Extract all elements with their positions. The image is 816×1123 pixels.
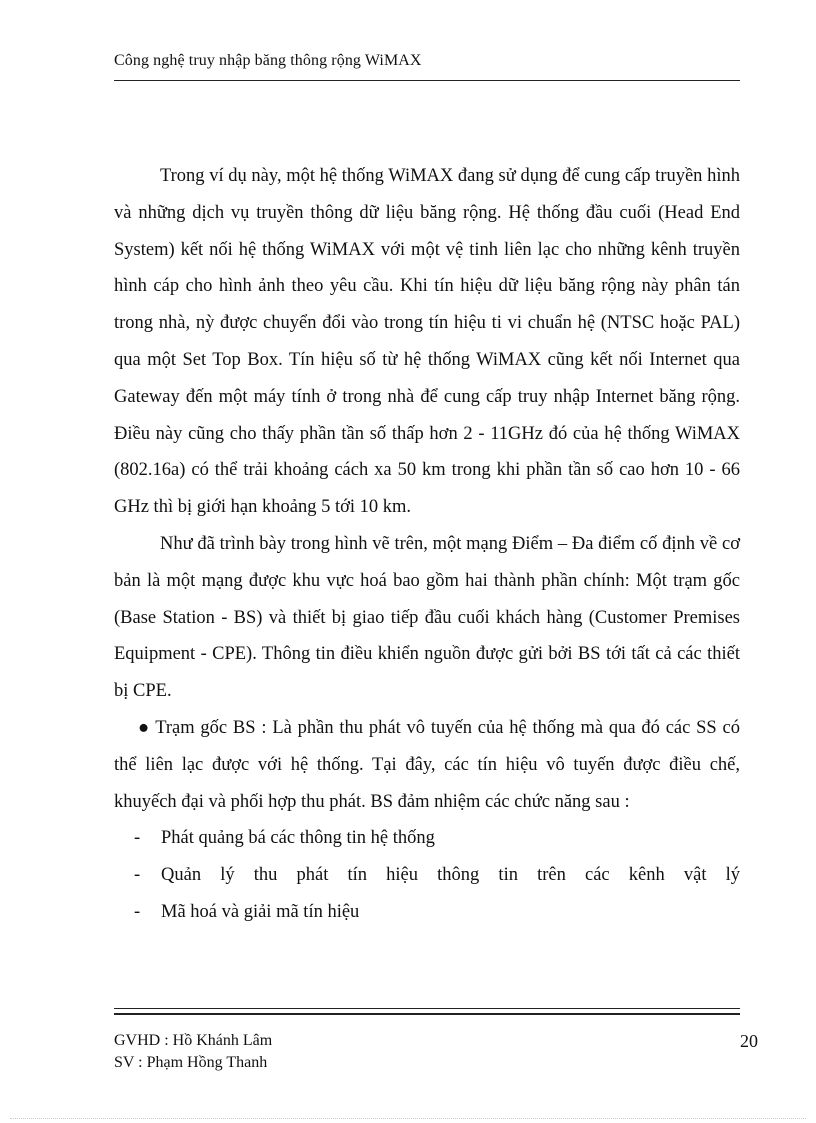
page-bottom-dotted-edge (10, 1118, 806, 1119)
running-header-title: Công nghệ truy nhập băng thông rộng WiMAX (114, 52, 422, 69)
list-item (114, 820, 740, 857)
footer-rule-thick (114, 1013, 740, 1015)
header-rule (114, 80, 740, 81)
body-text (114, 158, 740, 931)
dash-marker: - (134, 828, 141, 849)
dash-marker: - (134, 901, 141, 922)
list-item-text: Phát quảng bá các thông tin hệ thống (161, 828, 435, 849)
bullet-base-station-text: Trạm gốc BS : Là phần thu phát vô tuyến của hệ thống mà qua đó các SS có thể liên lạc được với hệ thống. Tại đây, các tín hiệu vô tuyến được điều chế, khuyếch đại và phối hợp thu phát. BS đảm nhiệm các chức năng sau : (114, 717, 740, 812)
bullet-dot-icon: ● (138, 717, 150, 738)
paragraph-point-multipoint: Như đã trình bày trong hình vẽ trên, một mạng Điểm – Đa điểm cố định về cơ bản là một mạng được khu vực hoá bao gồm hai thành phần chính: Một trạm gốc (Base Station - BS) và thiết bị giao tiếp đầu cuối khách hàng (Customer Premises Equipment - CPE). Thông tin điều khiển nguồn được gửi bởi BS tới tất cả các thiết bị CPE. (114, 533, 740, 702)
list-item-text: Mã hoá và giải mã tín hiệu (161, 901, 360, 922)
paragraph-wimax-example: Trong ví dụ này, một hệ thống WiMAX đang sử dụng để cung cấp truyền hình và những dịch vụ truyền thông dữ liệu băng rộng. Hệ thống đầu cuối (Head End System) kết nối hệ thống WiMAX với một vệ tinh liên lạc cho những kênh truyền hình cáp cho hình ảnh theo yêu cầu. Khi tín hiệu dữ liệu băng rộng này phân tán trong nhà, nỳ được chuyển đổi vào trong tín hiệu ti vi chuẩn hệ (NTSC hoặc PAL) qua một Set Top Box. Tín hiệu số từ hệ thống WiMAX cũng kết nối Internet qua Gateway đến một máy tính ở trong nhà để cung cấp truy nhập Internet băng rộng. Điều này cũng cho thấy phần tần số thấp hơn 2 - 11GHz đó của hệ thống WiMAX (802.16a) có thể trải khoảng cách xa 50 km trong khi phần tần số cao hơn 10 - 66 GHz thì bị giới hạn khoảng 5 tới 10 km. (114, 166, 740, 518)
list-item (114, 894, 740, 931)
footer-student: SV : Phạm Hồng Thanh (114, 1054, 268, 1071)
footer-rule-thin (114, 1008, 740, 1009)
list-item-text: Quản lý thu phát tín hiệu thông tin trên các kênh vật lý (161, 865, 740, 886)
dash-marker: - (134, 865, 141, 886)
footer-advisor: GVHD : Hồ Khánh Lâm (114, 1032, 273, 1049)
page-number: 20 (740, 1031, 758, 1051)
bullet-base-station (114, 710, 740, 820)
footer-credits (114, 1030, 272, 1074)
list-item (114, 857, 740, 894)
